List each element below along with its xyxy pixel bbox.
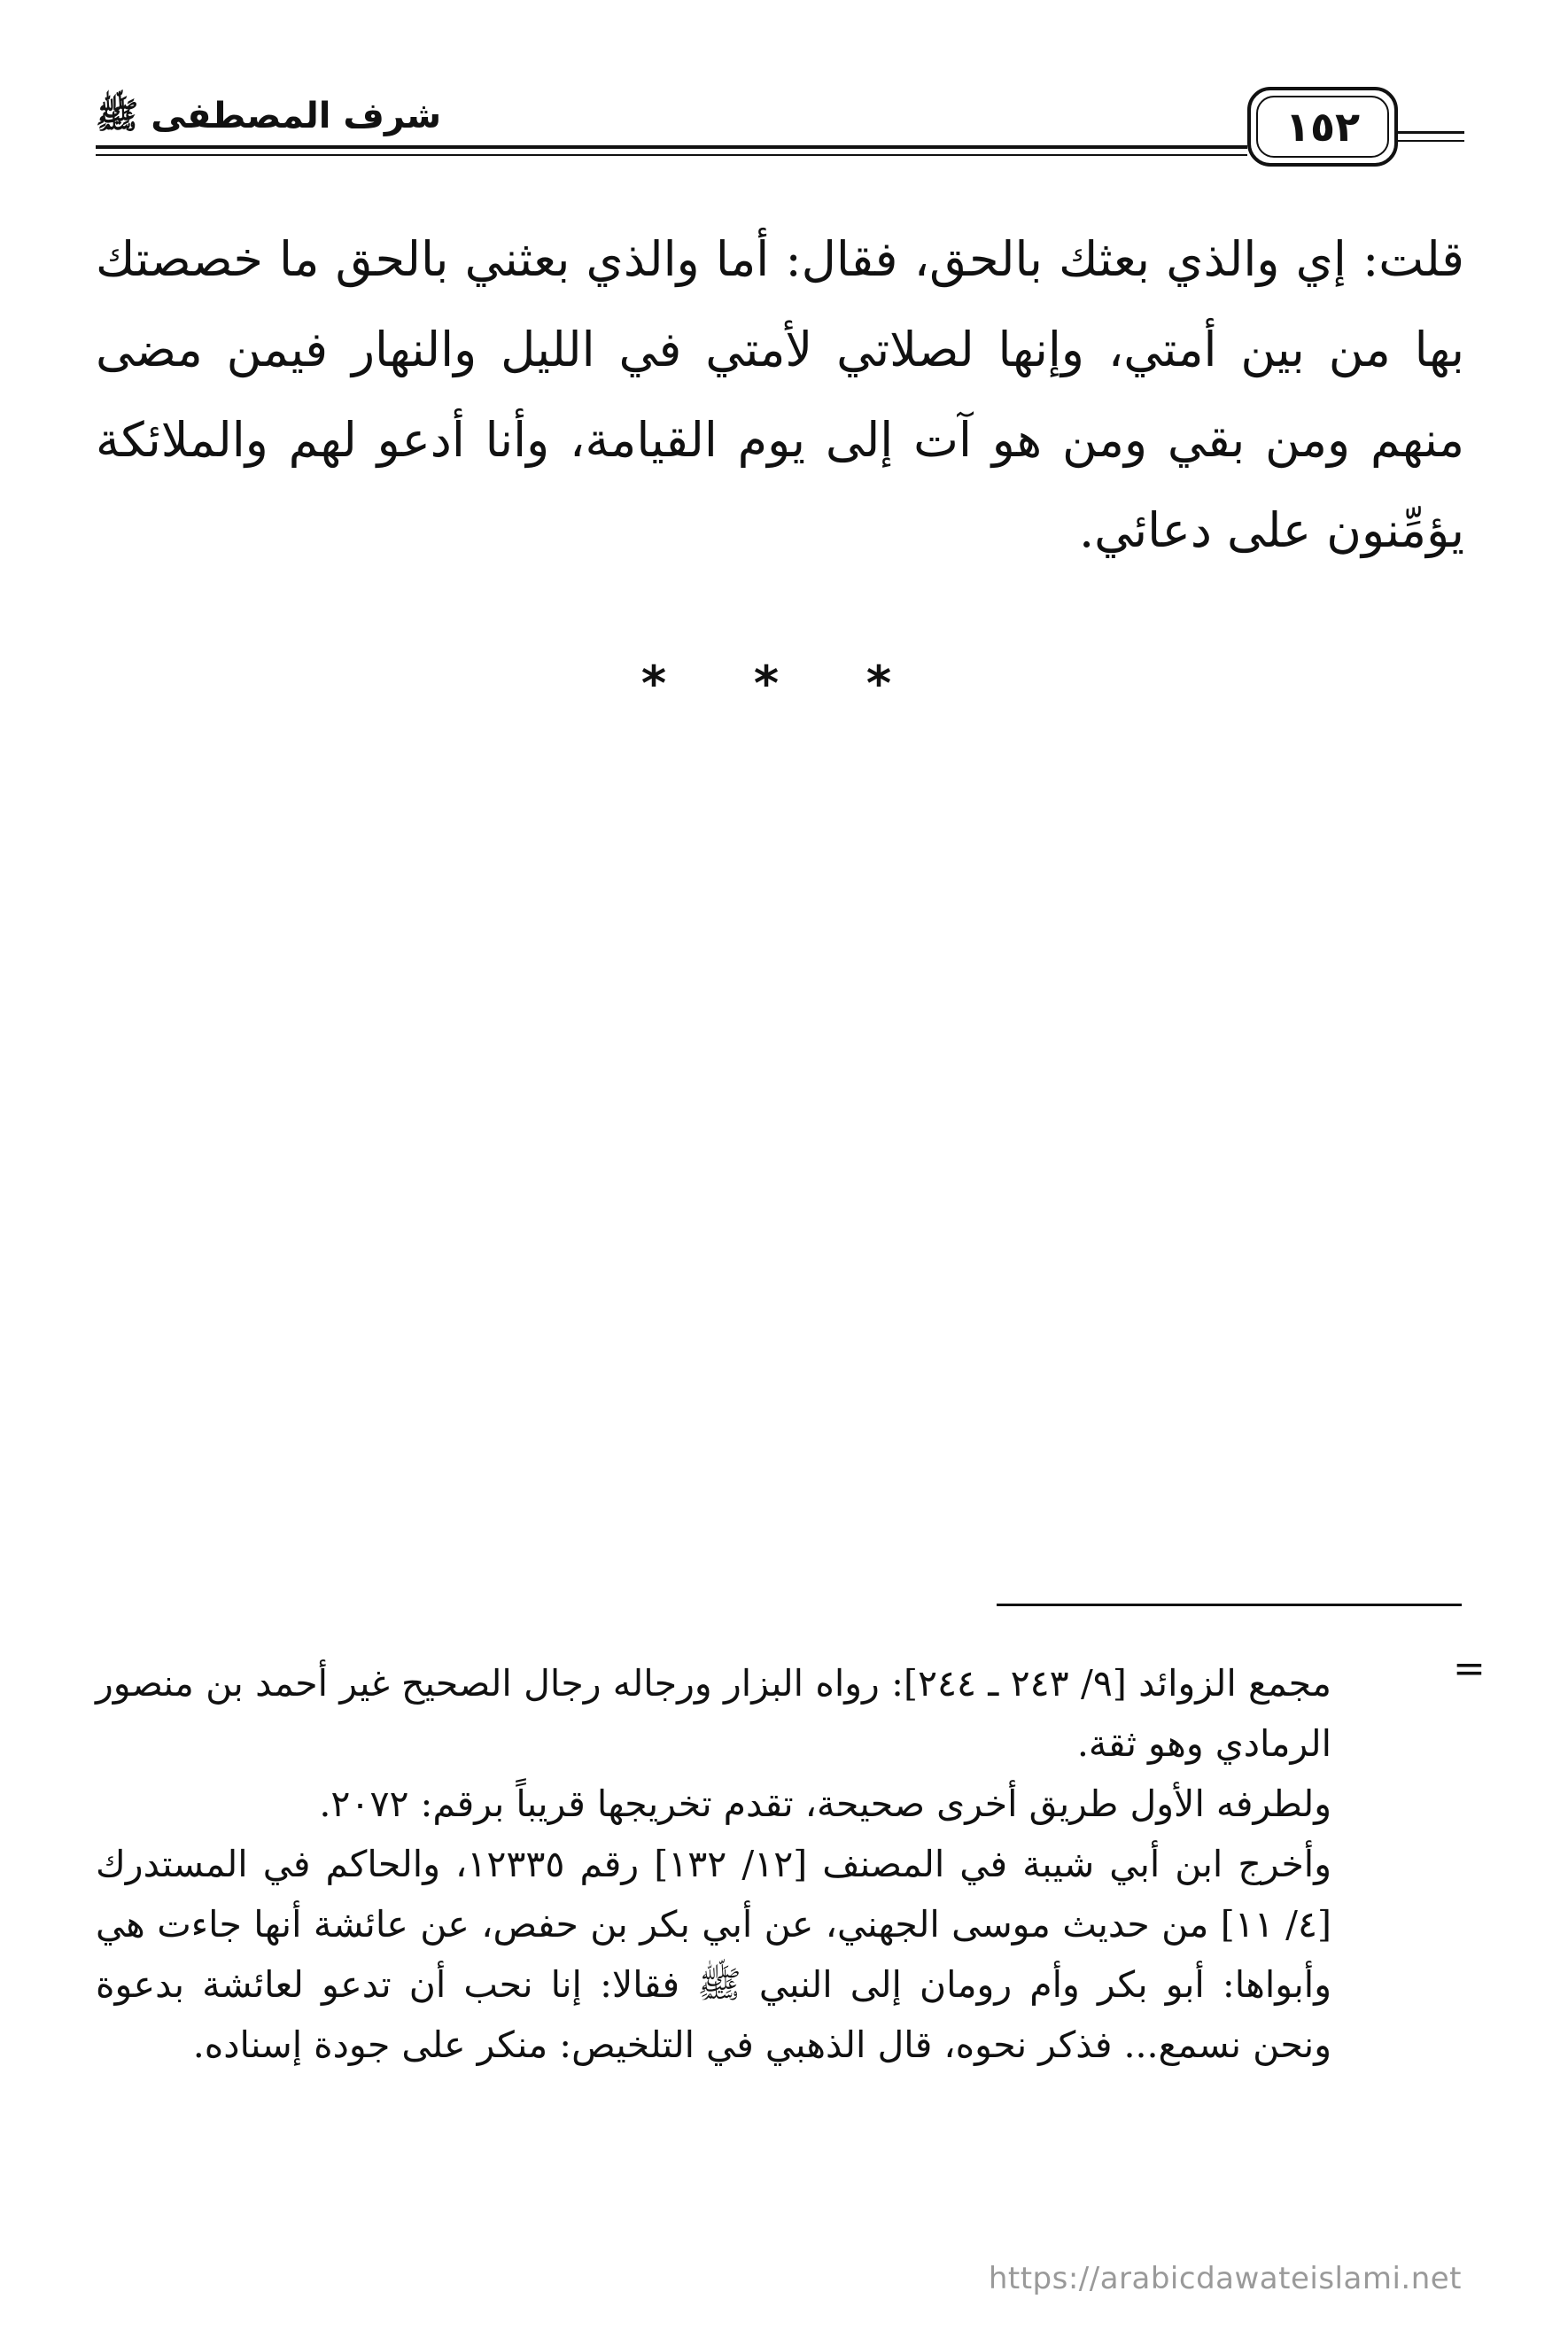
footnote-continuation-mark: = (1453, 1646, 1486, 1691)
watermark-url: https://arabicdawateislami.net (988, 2261, 1462, 2296)
section-separator: * * * (640, 656, 928, 711)
footnote-paragraph: ولطرفه الأول طريق أخرى صحيحة، تقدم تخريجها قريباً برقم: ٢٠٧٢. (319, 1783, 1331, 1825)
running-title: شرف المصطفى ﷺ (96, 96, 442, 136)
header-rule (96, 145, 1247, 149)
main-text-block (96, 214, 1464, 576)
footnotes-block (96, 1653, 1331, 2075)
header-rule (1398, 140, 1464, 142)
footnote-paragraph: وأخرج ابن أبي شيبة في المصنف [١٢/ ١٣٢] رقم ١٢٣٣٥، والحاكم في المستدرك [٤/ ١١] من حديث موسى الجهني، عن أبي بكر بن حفص، عن عائشة أنها جاءت هي وأبواها: أبو بكر وأم رومان إلى النبي ﷺ فقالا: إنا نحب أن تدعو لعائشة بدعوة ونحن نسمع... فذكر نحوه، قال الذهبي في التلخيص: منكر على جودة إسناده. (96, 1843, 1331, 2066)
page-number-frame (1247, 87, 1398, 167)
header-rule (96, 154, 1247, 156)
footnote-rule (997, 1604, 1462, 1606)
header-rule (1398, 131, 1464, 134)
main-paragraph: قلت: إي والذي بعثك بالحق، فقال: أما والذي بعثني بالحق ما خصصتك بها من بين أمتي، وإنها لصلاتي لأمتي في الليل والنهار فيمن مضى منهم ومن بقي ومن هو آت إلى يوم القيامة، وأنا أدعو لهم والملائكة يؤمِّنون على دعائي. (96, 231, 1464, 558)
page-header (96, 78, 1464, 175)
page-number: ١٥٢ (1285, 103, 1361, 151)
footnote-paragraph: مجمع الزوائد [٩/ ٢٤٣ ـ ٢٤٤]: رواه البزار ورجاله رجال الصحيح غير أحمد بن منصور الرمادي وهو ثقة. (96, 1662, 1332, 1765)
